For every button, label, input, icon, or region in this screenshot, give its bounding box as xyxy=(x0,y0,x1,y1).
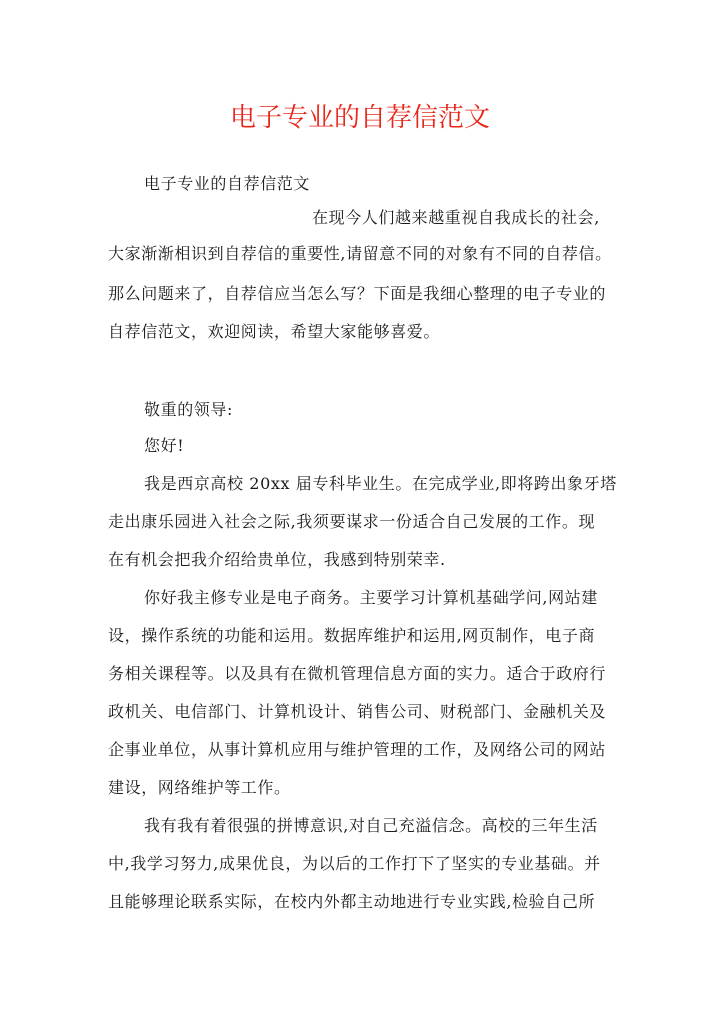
paragraph-line: 走出康乐园进入社会之际,我须要谋求一份适合自己发展的工作。现 xyxy=(108,512,596,531)
paragraph-line: 政机关、电信部门、计算机设计、销售公司、财税部门、金融机关及 xyxy=(108,702,607,721)
paragraph-line: 且能够理论联系实际，在校内外都主动地进行专业实践,检验自己所 xyxy=(108,892,596,911)
paragraph-line: 我是西京高校 20xx 届专科毕业生。在完成学业,即将跨出象牙塔 xyxy=(144,474,617,493)
greeting: 您好! xyxy=(144,436,185,455)
document-title: 电子专业的自荐信范文 xyxy=(229,103,490,133)
paragraph-line: 在有机会把我介绍给贵单位，我感到特别荣幸. xyxy=(108,550,446,569)
paragraph-line: 中,我学习努力,成果优良，为以后的工作打下了坚实的专业基础。并 xyxy=(108,854,601,873)
intro-line: 大家渐渐相识到自荐信的重要性,请留意不同的对象有不同的自荐信。 xyxy=(108,244,612,263)
intro-line: 那么问题来了，自荐信应当怎么写？下面是我细心整理的电子专业的 xyxy=(108,284,607,303)
salutation: 敬重的领导: xyxy=(144,400,233,419)
document-subtitle: 电子专业的自荐信范文 xyxy=(144,174,311,193)
paragraph-line: 企事业单位，从事计算机应用与维护管理的工作，及网络公司的网站 xyxy=(108,740,607,759)
paragraph-line: 你好我主修专业是电子商务。主要学习计算机基础学问,网站建 xyxy=(144,588,598,607)
intro-line: 自荐信范文，欢迎阅读，希望大家能够喜爱。 xyxy=(108,322,441,341)
intro-line: 在现今人们越来越重视自我成长的社会, xyxy=(312,208,600,227)
paragraph-line: 务相关课程等。以及具有在微机管理信息方面的实力。适合于政府行 xyxy=(108,664,607,683)
paragraph-line: 设，操作系统的功能和运用。数据库维护和运用,网页制作，电子商 xyxy=(108,626,596,645)
paragraph-line: 建设，网络维护等工作。 xyxy=(108,778,291,797)
paragraph-line: 我有我有着很强的拼博意识,对自己充溢信念。高校的三年生活 xyxy=(144,816,598,835)
